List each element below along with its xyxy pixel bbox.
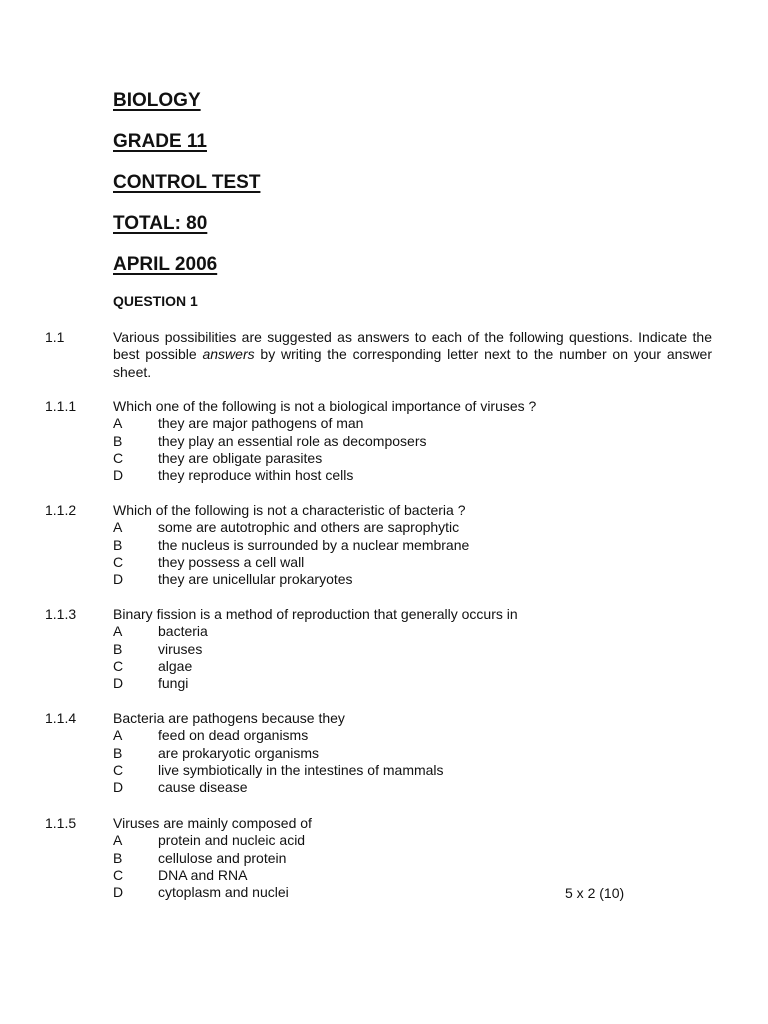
heading-total: TOTAL: 80 [113,213,208,234]
option-c [113,867,673,884]
option-text: viruses [158,640,203,657]
option-c [113,658,673,675]
option-letter: A [113,727,123,744]
option-c [113,450,673,467]
option-letter: B [113,536,123,553]
option-letter: A [113,832,123,849]
question-number: 1.1.4 [45,710,77,726]
option-text: they possess a cell wall [158,553,305,570]
option-letter: B [113,432,123,449]
option-text: bacteria [158,623,208,640]
question-block [113,606,673,692]
option-letter: D [113,779,124,796]
intro-instructions [113,329,712,381]
question-number: 1.1.2 [45,502,77,518]
option-d [113,467,673,484]
option-c [113,554,673,571]
option-a [113,623,673,640]
heading-grade: GRADE 11 [113,131,207,152]
option-letter: A [113,623,123,640]
question-number: 1.1.5 [45,815,77,831]
intro-text-before: Various possibilities are suggested as answers to each of the following questions. Indicate the best possible [113,329,712,363]
option-letter: B [113,849,123,866]
heading-test-type: CONTROL TEST [113,172,261,193]
option-letter: C [113,449,124,466]
question-block [113,710,673,796]
option-text: DNA and RNA [158,866,248,883]
option-d [113,571,673,588]
question-text: Binary fission is a method of reproduction that generally occurs in [113,606,518,622]
intro-number: 1.1 [45,329,65,345]
option-text: they are obligate parasites [158,449,323,466]
option-a [113,832,673,849]
option-text: algae [158,657,193,674]
question-number: 1.1.3 [45,606,77,622]
option-b [113,433,673,450]
option-letter: C [113,761,124,778]
heading-subject: BIOLOGY [113,90,201,111]
intro-text-italic: answers [202,346,255,363]
option-text: cause disease [158,779,248,796]
option-letter: B [113,744,123,761]
heading-date: APRIL 2006 [113,254,218,275]
option-text: cytoplasm and nuclei [158,884,289,901]
option-a [113,415,673,432]
option-letter: A [113,519,123,536]
option-letter: C [113,553,124,570]
option-b [113,537,673,554]
option-text: they reproduce within host cells [158,467,354,484]
question-number: 1.1.1 [45,398,77,414]
question-title: QUESTION 1 [113,293,198,309]
question-text: Viruses are mainly composed of [113,815,312,831]
option-letter: D [113,884,124,901]
option-letter: B [113,640,123,657]
option-text: protein and nucleic acid [158,832,306,849]
option-letter: A [113,415,123,432]
marks-allocation: 5 x 2 (10) [565,885,625,901]
option-b [113,745,673,762]
question-text: Bacteria are pathogens because they [113,710,345,726]
option-c [113,762,673,779]
option-text: cellulose and protein [158,849,287,866]
option-text: live symbiotically in the intestines of mammals [158,761,444,778]
intro-text-after: by writing the corresponding letter next to the number on your answer sheet. [113,346,712,380]
option-text: the nucleus is surrounded by a nuclear membrane [158,536,470,553]
option-a [113,727,673,744]
question-block [113,398,673,484]
option-d [113,675,673,692]
question-text: Which one of the following is not a biological importance of viruses ? [113,398,537,414]
question-text: Which of the following is not a characteristic of bacteria ? [113,502,466,518]
option-text: they play an essential role as decomposers [158,432,427,449]
option-text: they are major pathogens of man [158,415,364,432]
question-block [113,502,673,588]
option-b [113,641,673,658]
option-letter: C [113,657,124,674]
option-letter: D [113,467,124,484]
option-d [113,779,673,796]
option-text: are prokaryotic organisms [158,744,320,761]
option-text: feed on dead organisms [158,727,309,744]
option-letter: D [113,571,124,588]
option-text: they are unicellular prokaryotes [158,571,353,588]
option-b [113,850,673,867]
option-a [113,519,673,536]
option-letter: D [113,675,124,692]
option-text: fungi [158,675,189,692]
option-letter: C [113,866,124,883]
option-text: some are autotrophic and others are saprophytic [158,519,460,536]
